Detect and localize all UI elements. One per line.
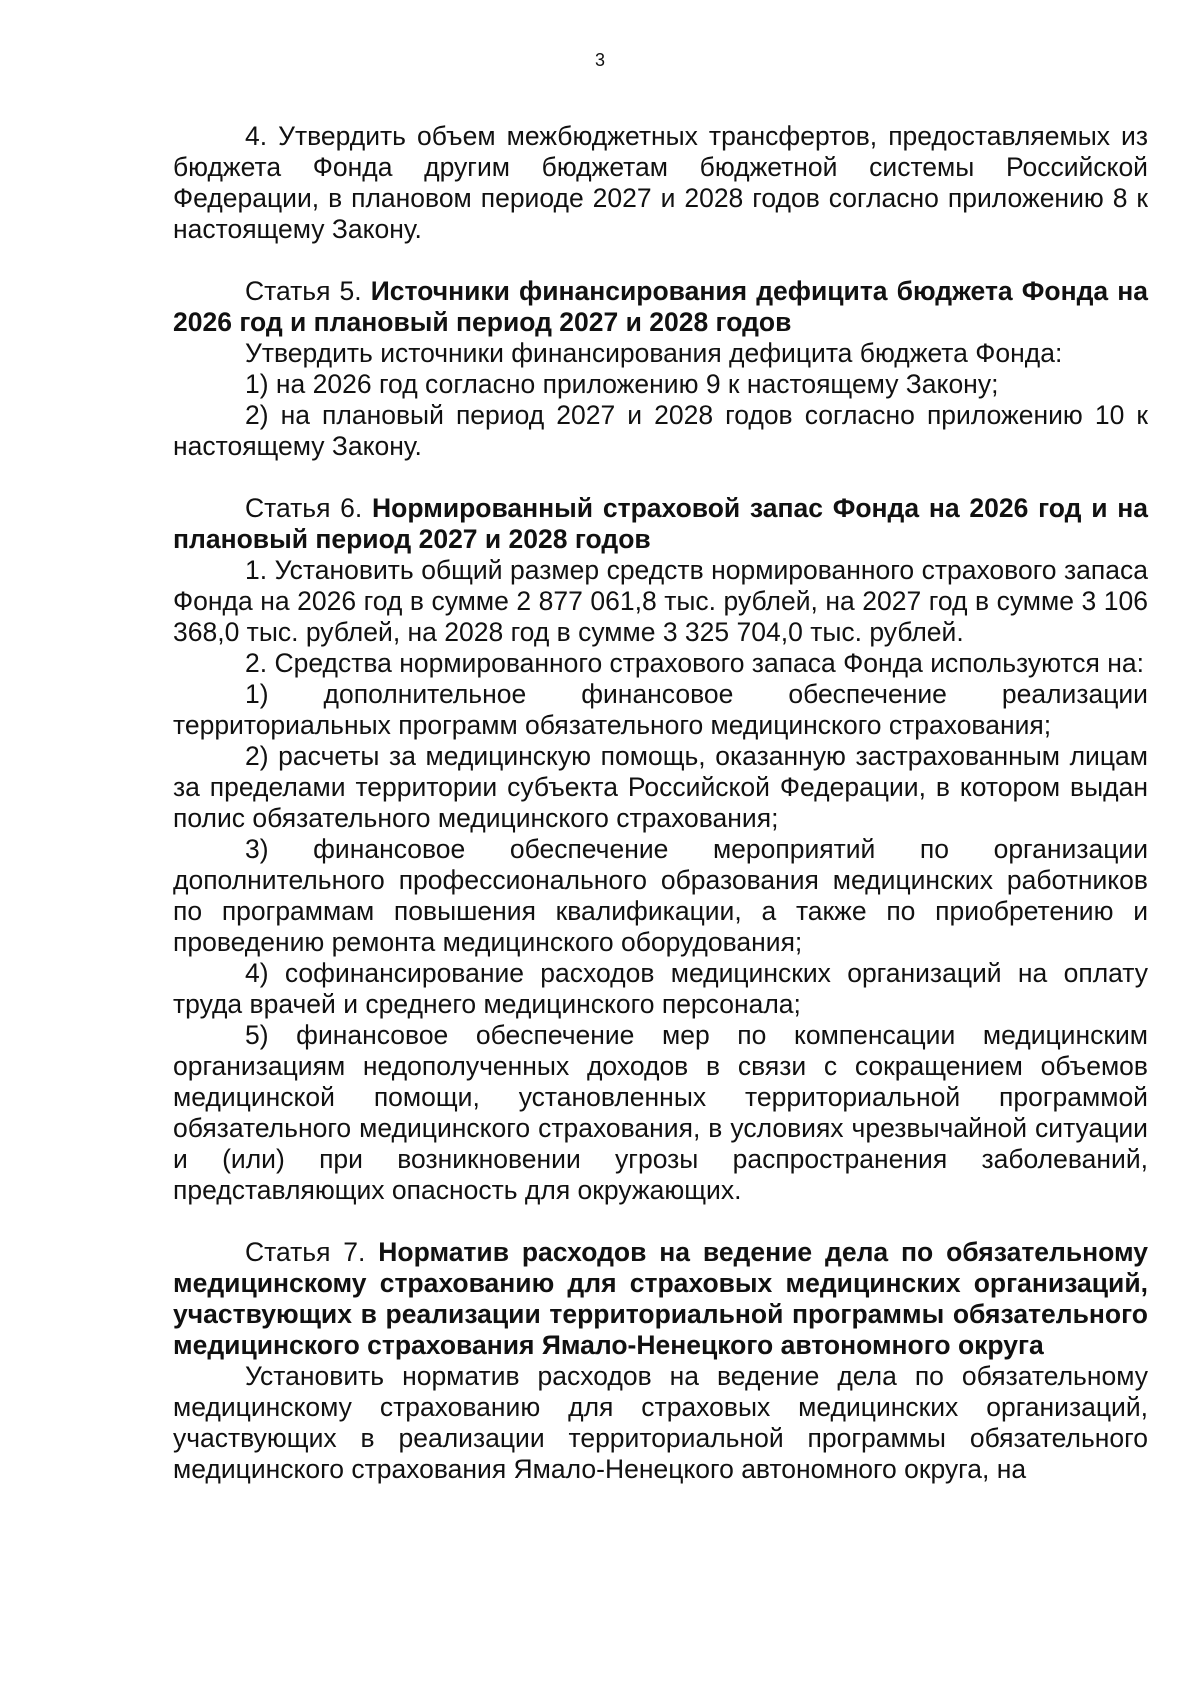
article-6-item-1: 1) дополнительное финансовое обеспечение реализации территориальных программ обязательного медицинского страхования; xyxy=(173,679,1148,740)
article-5-title: Источники финансирования дефицита бюджета Фонда на 2026 год и плановый период 2027 и 2028 годов xyxy=(173,276,1148,337)
article-6-item-5: 5) финансовое обеспечение мер по компенсации медицинским организациям недополученных доходов в связи с сокращением объемов медицинской помощи, установленных территориальной программой обязательного медицинского страхования, в условиях чрезвычайной ситуации и (или) при возникновении угрозы распространения заболеваний, представляющих опасность для окружающих. xyxy=(173,1020,1148,1205)
article-7-title: Норматив расходов на ведение дела по обязательному медицинскому страхованию для страховых медицинских организаций, участвующих в реализации территориальной программы обязательного медицинского страхования Ямало-Ненецкого автономного округа xyxy=(173,1237,1148,1360)
article-7-label: Статья 7. xyxy=(245,1237,379,1267)
article-6-title: Нормированный страховой запас Фонда на 2026 год и на плановый период 2027 и 2028 годов xyxy=(173,493,1148,554)
page-number: 3 xyxy=(594,50,605,70)
article-7-heading xyxy=(173,1237,1148,1361)
article-5-label: Статья 5. xyxy=(245,276,371,306)
document-body xyxy=(173,121,1148,1485)
article-6-paragraph-2: 2. Средства нормированного страхового запаса Фонда используются на: xyxy=(245,648,1144,678)
article-6-paragraph-1: 1. Установить общий размер средств нормированного страхового запаса Фонда на 2026 год в сумме 2 877 061,8 тыс. рублей, на 2027 год в сумме 3 106 368,0 тыс. рублей, на 2028 год в сумме 3 325 704,0 тыс. рублей. xyxy=(173,555,1148,647)
article-6-item-3: 3) финансовое обеспечение мероприятий по организации дополнительного профессионального образования медицинских работников по программам повышения квалификации, а также по приобретению и проведению ремонта медицинского оборудования; xyxy=(173,834,1148,957)
article-6-label: Статья 6. xyxy=(245,493,373,523)
article-5-intro: Утвердить источники финансирования дефицита бюджета Фонда: xyxy=(245,338,1063,368)
article-5-item-1: 1) на 2026 год согласно приложению 9 к настоящему Закону; xyxy=(245,369,999,399)
article-5-heading xyxy=(173,276,1148,338)
article-6-item-4: 4) софинансирование расходов медицинских организаций на оплату труда врачей и среднего медицинского персонала; xyxy=(173,958,1148,1019)
article-6-heading xyxy=(173,493,1148,555)
paragraph-4: 4. Утвердить объем межбюджетных трансфертов, предоставляемых из бюджета Фонда другим бюджетам бюджетной системы Российской Федерации, в плановом периоде 2027 и 2028 годов согласно приложению 8 к настоящему Закону. xyxy=(173,121,1148,244)
article-6-item-2: 2) расчеты за медицинскую помощь, оказанную застрахованным лицам за пределами территории субъекта Российской Федерации, в котором выдан полис обязательного медицинского страхования; xyxy=(173,741,1148,833)
article-5-item-2: 2) на плановый период 2027 и 2028 годов согласно приложению 10 к настоящему Закону. xyxy=(173,400,1148,461)
article-7-paragraph-1: Установить норматив расходов на ведение дела по обязательному медицинскому страхованию для страховых медицинских организаций, участвующих в реализации территориальной программы обязательного медицинского страхования Ямало-Ненецкого автономного округа, на xyxy=(173,1361,1148,1484)
